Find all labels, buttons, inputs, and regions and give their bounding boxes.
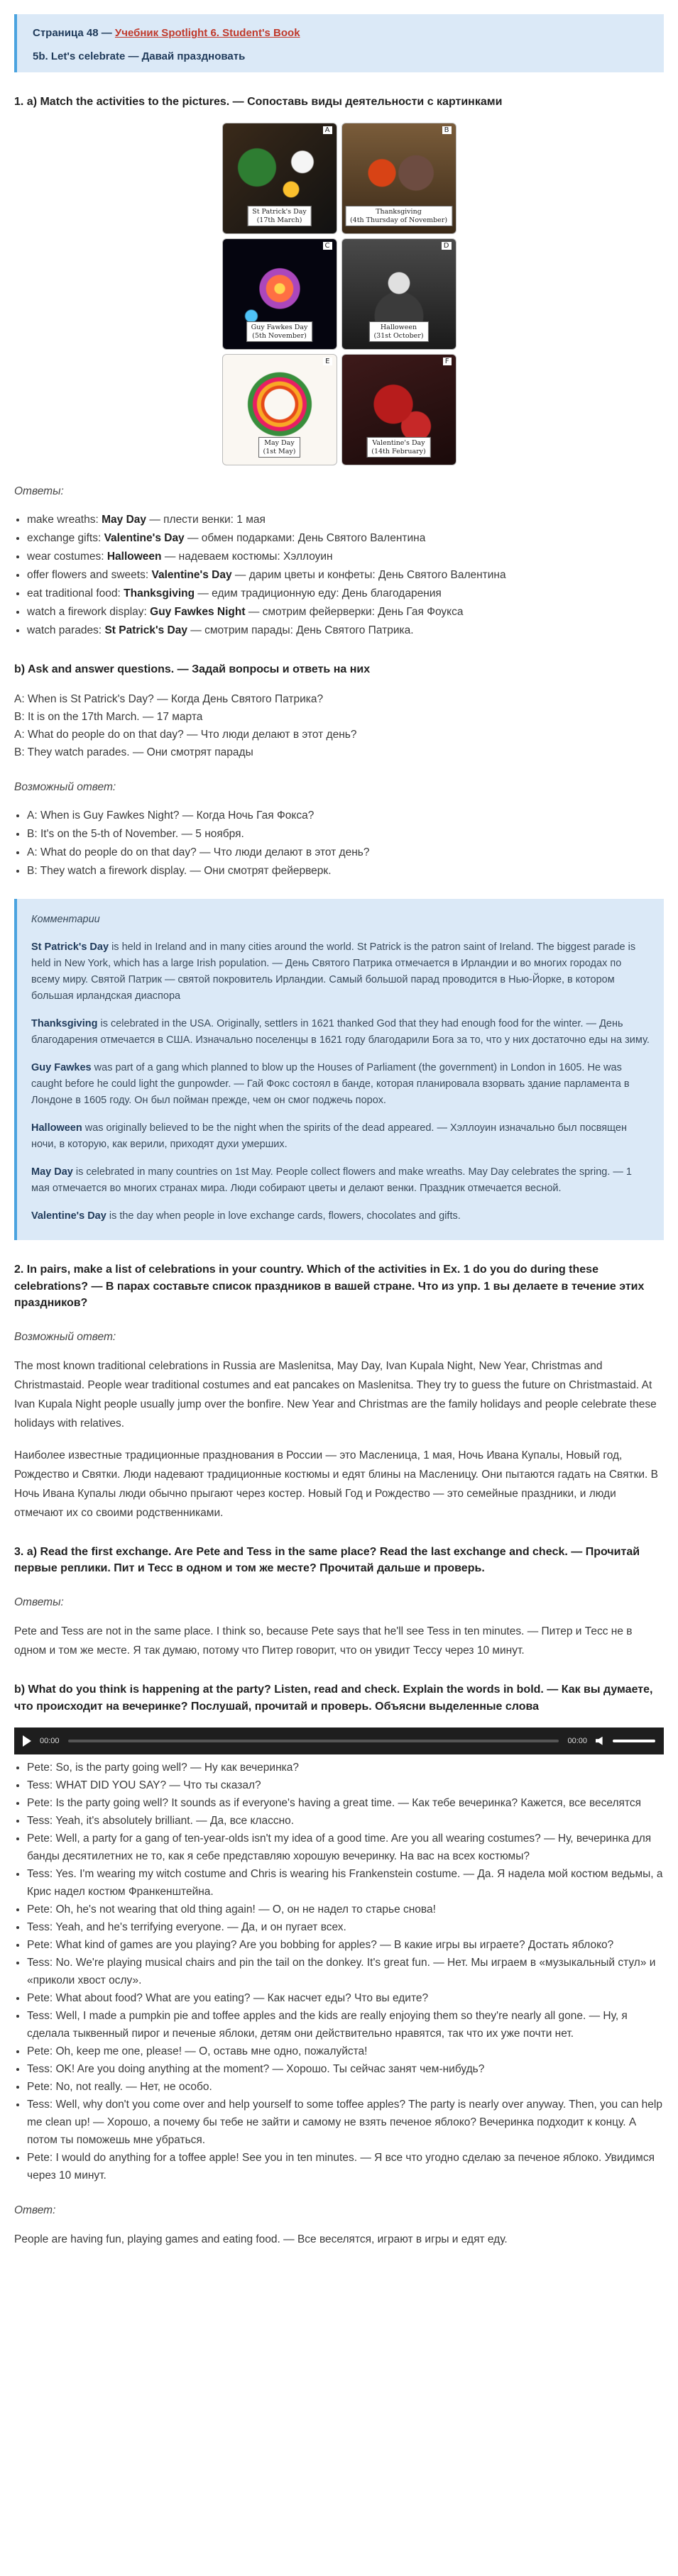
comment-text: was part of a gang which planned to blow up the Houses of Parliament (the government) in London in 1605. He was caught before he could light the gunpowder. — Гай Фокс состоял в банде, которая планировала взорвать здание парламента в Лондоне в 1605 году. Он был пойман прежде, чем он смог поджечь порох. [31, 1062, 630, 1107]
answer-prefix: exchange gifts: [27, 532, 104, 545]
list-item [27, 548, 664, 566]
picture-letter: E [323, 358, 332, 365]
answer-translation: — смотрим фейерверки: День Гая Фоукса [245, 606, 464, 619]
audio-player [14, 1728, 664, 1754]
answers-label: Ответы: [14, 1596, 64, 1609]
pictures-grid [222, 123, 456, 465]
caption-line: (1st May) [263, 447, 296, 455]
task3a-answer: Pete and Tess are not in the same place. I think so, because Pete says that he'll see Tess in ten minutes. — Питер и Тесс не в одном и том же месте. Я так думаю, потому что Питер говорит, что он увидит Тессу через 10 минут. [14, 1625, 633, 1657]
comment-paragraph [31, 939, 650, 1005]
task1b-title: b) Ask and answer questions. — Задай вопросы и ответь на них [14, 663, 371, 676]
example-line: B: It is on the 17th March. — 17 марта [14, 711, 203, 724]
list-item [27, 585, 664, 603]
comment-key: May Day [31, 1166, 73, 1178]
page-line [33, 27, 648, 39]
comment-paragraph [31, 1164, 650, 1197]
example-line: A: What do people do on that day? — Что люди делают в этот день? [14, 729, 357, 741]
picture-st-patricks-day [222, 123, 337, 234]
header-box [14, 14, 664, 72]
picture-letter: F [443, 358, 452, 365]
picture-may-day [222, 354, 337, 465]
picture-caption [246, 321, 313, 342]
caption-line: Guy Fawkes Day [251, 324, 308, 332]
task3b-title: b) What do you think is happening at the party? Listen, read and check. Explain the words in bold. — Как вы думаете, что происходит на вечеринке? Послушай, прочитай и проверь. Объясни выделенные слова [14, 1684, 653, 1713]
dialog-line: • Pete: Oh, he's not wearing that old thing again! — О, он не надел то старье снова! [27, 1901, 664, 1918]
task1b-possible-answer [14, 807, 664, 880]
current-time: 00:00 [40, 1736, 60, 1745]
dialog-line: • Tess: Well, why don't you come over and help yourself to some toffee apples? The party is nearly over anyway. Then, you can help me clean up! — Хорошо, а почему бы тебе не зайти и самому не взять печеное яблоко? Вечеринка подходит к концу. А потом ты поможешь мне убраться. [27, 2096, 664, 2149]
comment-text: is the day when people in love exchange cards, flowers, chocolates and gifts. [106, 1210, 461, 1222]
comment-paragraph [31, 1120, 650, 1153]
answer-holiday: Valentine's Day [104, 532, 185, 545]
picture-thanksgiving [341, 123, 456, 234]
answer-holiday: St Patrick's Day [104, 624, 187, 637]
picture-caption [368, 321, 428, 342]
comment-key: Thanksgiving [31, 1018, 98, 1030]
answer-holiday: May Day [102, 514, 147, 526]
comment-text: was originally believed to be the night when the spirits of the dead appeared. — Хэллоуин изначально был посвящен ночи, в которую, как верили, приходят духи умерших. [31, 1122, 627, 1151]
answer-prefix: make wreaths: [27, 514, 102, 526]
comment-paragraph [31, 1016, 650, 1049]
task2-answer-ru: Наиболее известные традиционные празднования в России — это Масленица, 1 мая, Ночь Ивана Купалы, Новый год, Рождество и Святки. Люди надевают традиционные костюмы и едят блины на Масленицу. Они пытаются гадать на Святки. В Ночь Ивана Купалы люди обычно прыгают через костер. Новый Год и Рождество — это семейные праздники, и люди отмечают их со своими родственниками. [14, 1449, 658, 1519]
answer-translation: — едим традиционную еду: День благодарения [195, 587, 442, 600]
answer-holiday: Guy Fawkes Night [150, 606, 246, 619]
volume-slider[interactable] [613, 1740, 655, 1742]
list-item: • B: It's on the 5-th of November. — 5 ноября. [27, 825, 664, 844]
task3a-title: 3. a) Read the first exchange. Are Pete and Tess in the same place? Read the last exchange and check. — Прочитай первые реплики. Пит и Тесс в одном и том же месте? Прочитай дальше и проверь. [14, 1545, 640, 1575]
dialog-line: • Pete: What about food? What are you eating? — Как насчет еды? Что вы едите? [27, 1989, 664, 2007]
comment-paragraph [31, 1208, 650, 1225]
picture-letter: A [323, 126, 332, 134]
answer-holiday: Halloween [106, 551, 162, 563]
comment-text: is celebrated in the USA. Originally, settlers in 1621 thanked God that they had enough food for the winter. — День благодарения отмечается в США. Изначально поселенцы в 1621 году благодарили Бога за то, что у них достаточно еды на зиму. [31, 1018, 650, 1046]
task3b-answer: People are having fun, playing games and eating food. — Все веселятся, играют в игры и едят еду. [14, 2233, 508, 2245]
dialog-line: • Pete: What kind of games are you playing? Are you bobbing for apples? — В какие игры вы играете? Достать яблоко? [27, 1936, 664, 1954]
caption-line: (4th Thursday of November) [349, 216, 448, 224]
picture-caption [247, 206, 312, 226]
answer-translation: — дарим цветы и конфеты: День Святого Валентина [231, 569, 506, 582]
list-item [27, 621, 664, 640]
answer-translation: — смотрим парады: День Святого Патрика. [187, 624, 414, 637]
list-item: • A: When is Guy Fawkes Night? — Когда Ночь Гая Фокса? [27, 807, 664, 825]
dialog-list [14, 1759, 664, 2184]
dialog-line: • Tess: No. We're playing musical chairs and pin the tail on the donkey. It's great fun. — Нет. Мы играем в «музыкальный стул» и «приколи хвост ослу». [27, 1954, 664, 1989]
caption-line: (31st October) [373, 331, 424, 340]
picture-guy-fawkes-day [222, 238, 337, 350]
list-item [27, 529, 664, 548]
caption-line: Halloween [380, 324, 417, 332]
dialog-line: • Tess: Well, I made a pumpkin pie and toffee apples and the kids are really enjoying them so they're nearly all gone. — Ну, я сделала тыквенный пирог и печеные яблоки, детям они действительно нравятся, так что их уже почти нет. [27, 2007, 664, 2042]
comment-key: Halloween [31, 1122, 82, 1134]
picture-halloween [341, 238, 456, 350]
picture-caption [258, 437, 301, 458]
dialog-line: • Tess: Yes. I'm wearing my witch costume and Chris is wearing his Frankenstein costume. — Да. Я надела мой костюм ведьмы, а Крис надел костюм Франкенштейна. [27, 1865, 664, 1901]
dialog-line: • Pete: I would do anything for a toffee apple! See you in ten minutes. — Я все что угодно сделаю за печеное яблоко. Увидимся через 10 минут. [27, 2149, 664, 2184]
progress-bar[interactable] [68, 1740, 559, 1742]
picture-caption [345, 206, 452, 226]
comment-key: Valentine's Day [31, 1210, 106, 1222]
caption-line: (17th March) [256, 216, 302, 224]
task1b-example [14, 690, 664, 761]
dialog-line: • Pete: Well, a party for a gang of ten-year-olds isn't my idea of a good time. Are you all wearing costumes? — Ну, вечеринка для банды десятилетних не то, как я себе представляю хорошую вечеринку. На вас на всех костюмы? [27, 1830, 664, 1865]
caption-line: St Patrick's Day [252, 208, 307, 216]
example-line: A: When is St Patrick's Day? — Когда День Святого Патрика? [14, 693, 324, 706]
comments-box [14, 899, 664, 1240]
caption-line: Thanksgiving [376, 208, 422, 216]
dialog-line: • Pete: No, not really. — Нет, не особо. [27, 2078, 664, 2096]
picture-letter: B [442, 126, 452, 134]
possible-answer-label: Возможный ответ: [14, 1330, 116, 1343]
list-item [27, 603, 664, 621]
answer-prefix: watch a firework display: [27, 606, 151, 619]
answer-prefix: wear costumes: [27, 551, 107, 563]
dialog-line: • Pete: So, is the party going well? — Ну как вечеринка? [27, 1759, 664, 1776]
task1a-title: 1. a) Match the activities to the pictures. — Сопоставь виды деятельности с картинками [14, 96, 503, 108]
picture-valentines-day [341, 354, 456, 465]
play-icon[interactable] [23, 1735, 31, 1747]
comment-paragraph [31, 1060, 650, 1109]
list-item [27, 511, 664, 529]
picture-letter: D [442, 242, 452, 250]
caption-line: Valentine's Day [372, 439, 425, 448]
example-line: B: They watch parades. — Они смотрят парады [14, 746, 253, 759]
dialog-line: • Tess: Yeah, it's absolutely brilliant. — Да, все классно. [27, 1812, 664, 1830]
book-link[interactable]: Учебник Spotlight 6. Student's Book [114, 27, 300, 39]
list-item [27, 566, 664, 585]
task1a-answers [14, 511, 664, 640]
answer-translation: — плести венки: 1 мая [146, 514, 266, 526]
answer-label: Ответ: [14, 2204, 56, 2216]
volume-icon[interactable] [596, 1737, 604, 1745]
dialog-line: • Tess: OK! Are you doing anything at the moment? — Хорошо. Ты сейчас занят чем-нибудь? [27, 2060, 664, 2078]
caption-line: May Day [264, 439, 295, 448]
list-item: • A: What do people do on that day? — Что люди делают в этот день? [27, 844, 664, 862]
comments-title: Комментарии [31, 914, 100, 926]
dialog-line: • Pete: Is the party going well? It sounds as if everyone's having a great time. — Как тебе вечеринка? Кажется, все веселятся [27, 1794, 664, 1812]
comment-text: is held in Ireland and in many cities around the world. St Patrick is the patron saint of Ireland. The biggest parade is held in New York, which has a large Irish population. — День Святого Патрика отмечается в Ирландии и во многих городах по всему миру. Святой Патрик — святой покровитель Ирландии. Самый большой парад проводится в Нью-Йорке, в котором большая ирландская диаспора [31, 941, 636, 1002]
picture-caption [366, 437, 430, 458]
section-title: 5b. Let's celebrate — Давай праздновать [33, 50, 246, 62]
comment-key: Guy Fawkes [31, 1062, 92, 1074]
answer-prefix: watch parades: [27, 624, 105, 637]
answer-translation: — надеваем костюмы: Хэллоуин [161, 551, 333, 563]
comment-key: St Patrick's Day [31, 941, 109, 953]
task2-title: 2. In pairs, make a list of celebrations in your country. Which of the activities in Ex. 1 do you do during these celebrations? — В парах составьте список праздников в вашей стране. Что из упр. 1 вы делаете в течение этих праздников? [14, 1264, 645, 1309]
answer-holiday: Valentine's Day [151, 569, 232, 582]
duration: 00:00 [567, 1736, 587, 1745]
dialog-line: • Tess: Yeah, and he's terrifying everyone. — Да, и он пугает всех. [27, 1918, 664, 1936]
dialog-line: • Pete: Oh, keep me one, please! — О, оставь мне одно, пожалуйста! [27, 2042, 664, 2060]
comment-text: is celebrated in many countries on 1st May. People collect flowers and make wreaths. May Day celebrates the spring. — 1 мая отмечается во многих странах мира. Люди собирают цветы и делают венки. Праздник отмечается весной. [31, 1166, 632, 1195]
caption-line: (5th November) [252, 331, 307, 340]
caption-line: (14th February) [371, 447, 426, 455]
answer-holiday: Thanksgiving [124, 587, 195, 600]
answers-label: Ответы: [14, 485, 64, 498]
answer-prefix: offer flowers and sweets: [27, 569, 152, 582]
task2-answer-en: The most known traditional celebrations in Russia are Maslenitsa, May Day, Ivan Kupala Night, New Year, Christmas and Christmastaid. People wear traditional costumes and eat pancakes on Maslenitsa. They try to guess the future on Christmastaid. At Ivan Kupala Night people usually jump over the bonfire. New Year and Christmas are the family holidays and people celebrate these holidays with relatives. [14, 1359, 657, 1430]
answer-translation: — обмен подарками: День Святого Валентина [184, 532, 426, 545]
picture-letter: C [323, 242, 332, 250]
page-number: Страница 48 — [33, 27, 115, 39]
answer-prefix: eat traditional food: [27, 587, 124, 600]
possible-answer-label: Возможный ответ: [14, 781, 116, 794]
list-item: • B: They watch a firework display. — Они смотрят фейерверк. [27, 862, 664, 880]
dialog-line: • Tess: WHAT DID YOU SAY? — Что ты сказал? [27, 1776, 664, 1794]
